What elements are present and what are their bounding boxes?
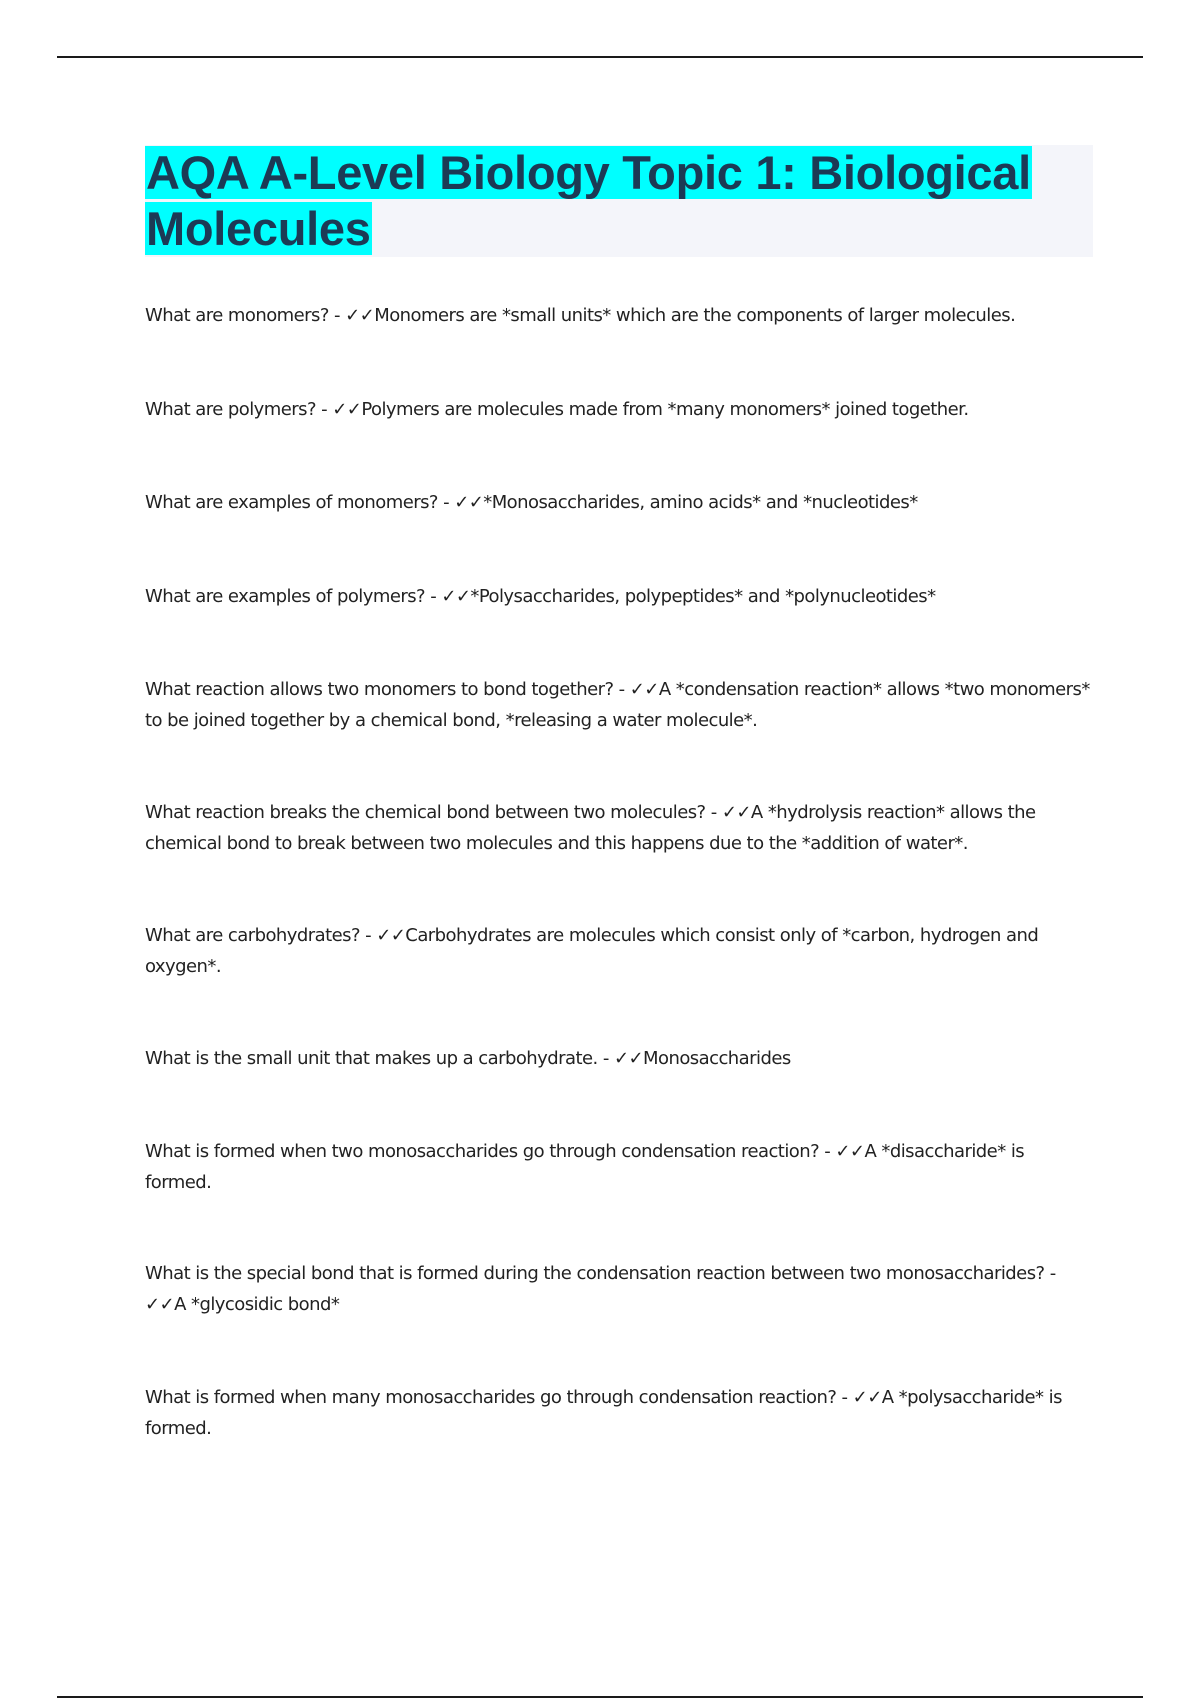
page-title — [145, 145, 1093, 257]
qa-item: What reaction allows two monomers to bond together? - ✓✓A *condensation reaction* allows *two monomers* to be joined together by a chemical bond, *releasing a water molecule*. — [145, 679, 1090, 731]
title-block — [145, 145, 1093, 257]
bottom-divider — [57, 1696, 1143, 1698]
qa-item: What is the small unit that makes up a carbohydrate. - ✓✓Monosaccharides — [145, 1048, 791, 1069]
qa-item: What reaction breaks the chemical bond between two molecules? - ✓✓A *hydrolysis reaction* allows the chemical bond to break between two molecules and this happens due to the *addition of water*. — [145, 802, 1036, 854]
qa-item: What are carbohydrates? - ✓✓Carbohydrates are molecules which consist only of *carbon, hydrogen and oxygen*. — [145, 925, 1039, 977]
top-divider — [57, 56, 1143, 58]
qa-item: What is the special bond that is formed during the condensation reaction between two monosaccharides? - ✓✓A *glycosidic bond* — [145, 1263, 1056, 1315]
page-title-text: AQA A-Level Biology Topic 1: Biological Molecules — [146, 146, 1031, 255]
qa-item: What is formed when two monosaccharides go through condensation reaction? - ✓✓A *disaccharide* is formed. — [145, 1141, 1025, 1193]
qa-item: What are monomers? - ✓✓Monomers are *small units* which are the components of larger molecules. — [145, 305, 1016, 326]
qa-item: What are examples of polymers? - ✓✓*Polysaccharides, polypeptides* and *polynucleotides* — [145, 586, 936, 607]
qa-item: What is formed when many monosaccharides go through condensation reaction? - ✓✓A *polysaccharide* is formed. — [145, 1387, 1062, 1439]
qa-item: What are polymers? - ✓✓Polymers are molecules made from *many monomers* joined together. — [145, 399, 969, 420]
qa-item: What are examples of monomers? - ✓✓*Monosaccharides, amino acids* and *nucleotides* — [145, 492, 918, 513]
